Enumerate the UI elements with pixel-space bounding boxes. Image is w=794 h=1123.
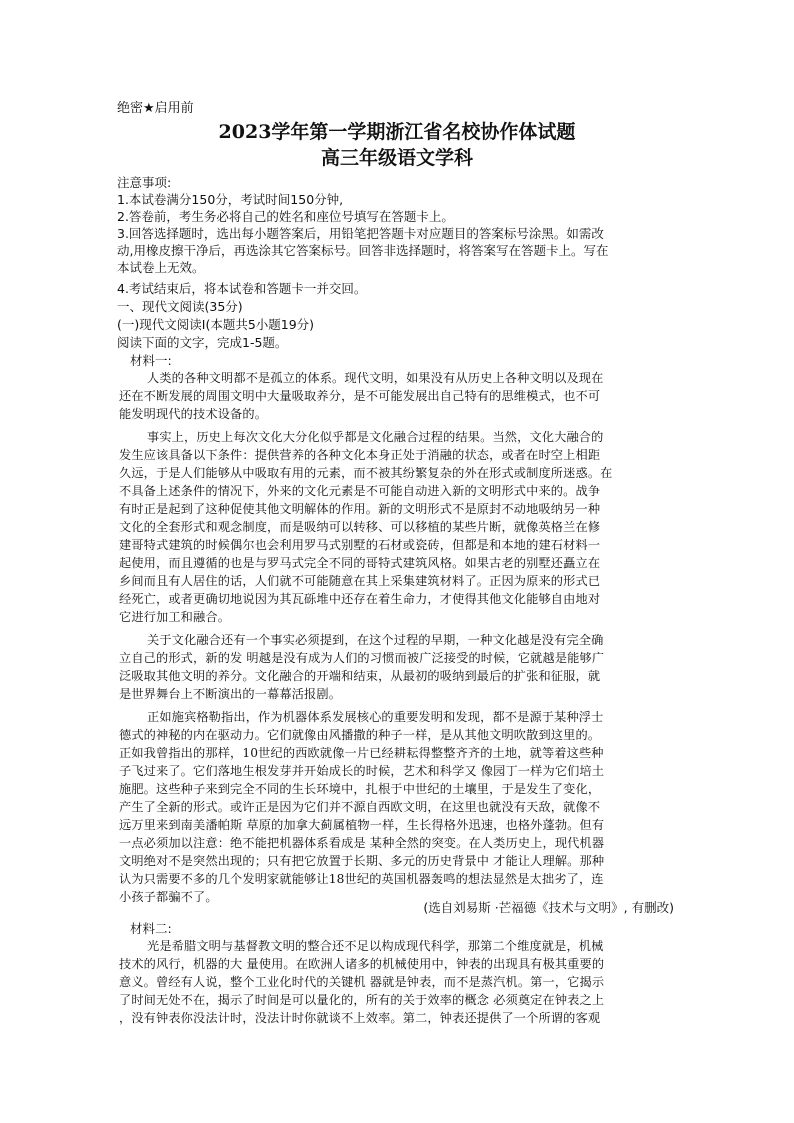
- material1-line: 它进行加工和融合。: [119, 610, 231, 624]
- material1-line: 能发明现代的技术设备的。: [119, 407, 268, 421]
- material1-line: 小孩子都骗不了。: [119, 890, 218, 904]
- material1-line: 乡间而且有人居住的话，人们就不可能随意在其上采集建筑材料了。正因为原来的形式已: [119, 574, 601, 588]
- material1-label: 材料一:: [130, 353, 172, 368]
- material1-line: 事实上，历史上每次文化大分化似乎都是文化融合过程的结果。当然，文化大融合的: [147, 430, 604, 444]
- material1-line: 泛吸取其他文明的养分。文化融合的开端和结束，从最初的吸纳到最后的扩张和征服，就: [119, 669, 601, 683]
- material2-line: 了时间无处不在，揭示了时间是可以量化的，所有的关于效率的概念 必须奠定在钟表之上: [119, 993, 605, 1007]
- section-sub: (一)现代文阅读I(本题共5小题19分): [117, 317, 315, 332]
- material1-line: 远万里来到南美潘帕斯 草原的加拿大蓟属植物一样，生长得格外迅速，也格外蓬勃。但有: [119, 818, 605, 832]
- note-item: 2.答卷前，考生务必将自己的姓名和座位号填写在答题卡上。: [117, 209, 454, 224]
- material1-line: 文明绝对不是突然出现的；只有把它放置于长期、多元的历史背景中 才能让人理解。那种: [119, 854, 605, 868]
- material1-line: 施肥。这些种子来到完全不同的生长环境中，扎根于中世纪的土壤里，于是发生了变化，: [119, 782, 601, 796]
- material2-label: 材料二:: [130, 921, 172, 936]
- material1-line: 一点必须加以注意：绝不能把机器体系看成是 某种全然的突变。在人类历史上，现代机器: [119, 836, 605, 850]
- material1-line: 关于文化融合还有一个事实必须提到，在这个过程的早期，一种文化越是没有完全确: [147, 633, 604, 647]
- material1-line: 产生了全新的形式。或许正是因为它们并不源自西欧文明，在这里也就没有天敌，就像不: [119, 800, 601, 814]
- material1-line: 子飞过来了。它们落地生根发芽并开始成长的时候，艺术和科学又 像园丁一样为它们培土: [119, 764, 605, 778]
- material1-line: 人类的各种文明都不是孤立的体系。现代文明，如果没有从历史上各种文明以及现在: [147, 371, 604, 385]
- note-item: 1.本试卷满分150分，考试时间150分钟,: [117, 192, 344, 207]
- secret-mark: 绝密★启用前: [117, 101, 194, 116]
- material1-line: 文化的全套形式和观念制度，而是吸纳可以转移、可以移植的某些片断，就像英格兰在修: [119, 520, 601, 534]
- material1-line: 建哥特式建筑的时候偶尔也会利用罗马式别墅的石材或瓷砖，但都是和本地的建石材料一: [119, 538, 601, 552]
- note-item: 本试卷上无效。: [117, 260, 205, 275]
- exam-subtitle: 高三年级语文学科: [320, 147, 473, 169]
- note-item: 动,用橡皮擦干净后，再选涂其它答案标号。回答非选择题时，将答案写在答题卡上。写在: [117, 243, 609, 258]
- material2-line: 技术的风行，机器的大 量使用。在欧洲人诸多的机械使用中，钟表的出现具有极其重要的: [119, 957, 605, 971]
- material2-line: 意义。曾经有人说，整个工业化时代的关键机 器就是钟表，而不是蒸汽机。第一，它揭示: [119, 975, 605, 989]
- material2-line: 光是希腊文明与基督教文明的整合还不足以构成现代科学，那第二个维度就是，机械: [147, 939, 604, 953]
- material1-line: 是世界舞台上不断演出的一幕幕活报剧。: [119, 687, 342, 701]
- material1-line: 久远，于是人们能够从中吸取有用的元素，而不被其纷繁复杂的外在形式或制度所迷惑。在: [119, 466, 613, 480]
- material1-line: 正如施宾格勒指出，作为机器体系发展核心的重要发明和发现，都不是源于某种浮士: [147, 710, 604, 724]
- material1-line: 正如我曾指出的那样，10世纪的西欧就像一片已经耕耘得整整齐齐的土地，就等着这些种: [119, 746, 604, 760]
- note-item: 3.回答选择题时，选出每小题答案后，用铅笔把答题卡对应题目的答案标号涂黑。如需改: [117, 226, 604, 241]
- material1-line: 经死亡，或者更确切地说因为其瓦砾堆中还存在着生命力，才使得其他文化能够自由地对: [119, 592, 601, 606]
- material1-line: 发生应该具备以下条件：提供营养的各种文化本身正处于消融的状态，或者在时空上相距: [119, 448, 601, 462]
- material1-line: 德式的神秘的内在驱动力。它们就像由风播撒的种子一样，是从其他文明吹散到这里的。: [119, 728, 601, 742]
- material1-line: 起使用，而且遵循的也是与罗马式完全不同的哥特式建筑风格。如果古老的别墅还矗立在: [119, 556, 601, 570]
- section-part: 一、现代文阅读(35分): [117, 299, 243, 314]
- note-item: 4.考试结束后，将本试卷和答题卡一并交回。: [117, 281, 367, 296]
- material2-line: ，没有钟表你没法计时，没法计时你就谈不上效率。第二，钟表还提供了一个所谓的客观: [119, 1011, 601, 1025]
- material1-line: 有时正是起到了这种促使其他文明解体的作用。新的文明形式不是原封不动地吸纳另一种: [119, 502, 601, 516]
- section-instruction: 阅读下面的文字，完成1-5题。: [117, 335, 288, 350]
- material1-line: 还在不断发展的周围文明中大量吸取养分，是不可能发展出自己特有的思维模式，也不可: [119, 389, 601, 403]
- exam-title: 2023学年第一学期浙江省名校协作体试题: [218, 121, 576, 143]
- material1-line: 认为只需要不多的几个发明家就能够让18世纪的英国机器轰鸣的想法显然是太拙劣了，连: [119, 872, 604, 886]
- material1-line: 不具备上述条件的情况下，外来的文化元素是不可能自动进入新的文明形式中来的。战争: [119, 484, 601, 498]
- notes-heading: 注意事项:: [117, 175, 172, 190]
- material1-source: (选自刘易斯 ·芒福德《技术与文明》, 有删改): [423, 900, 674, 915]
- material1-line: 立自己的形式，新的发 明越是没有成为人们的习惯而被广泛接受的时候，它就越是能够广: [119, 651, 605, 665]
